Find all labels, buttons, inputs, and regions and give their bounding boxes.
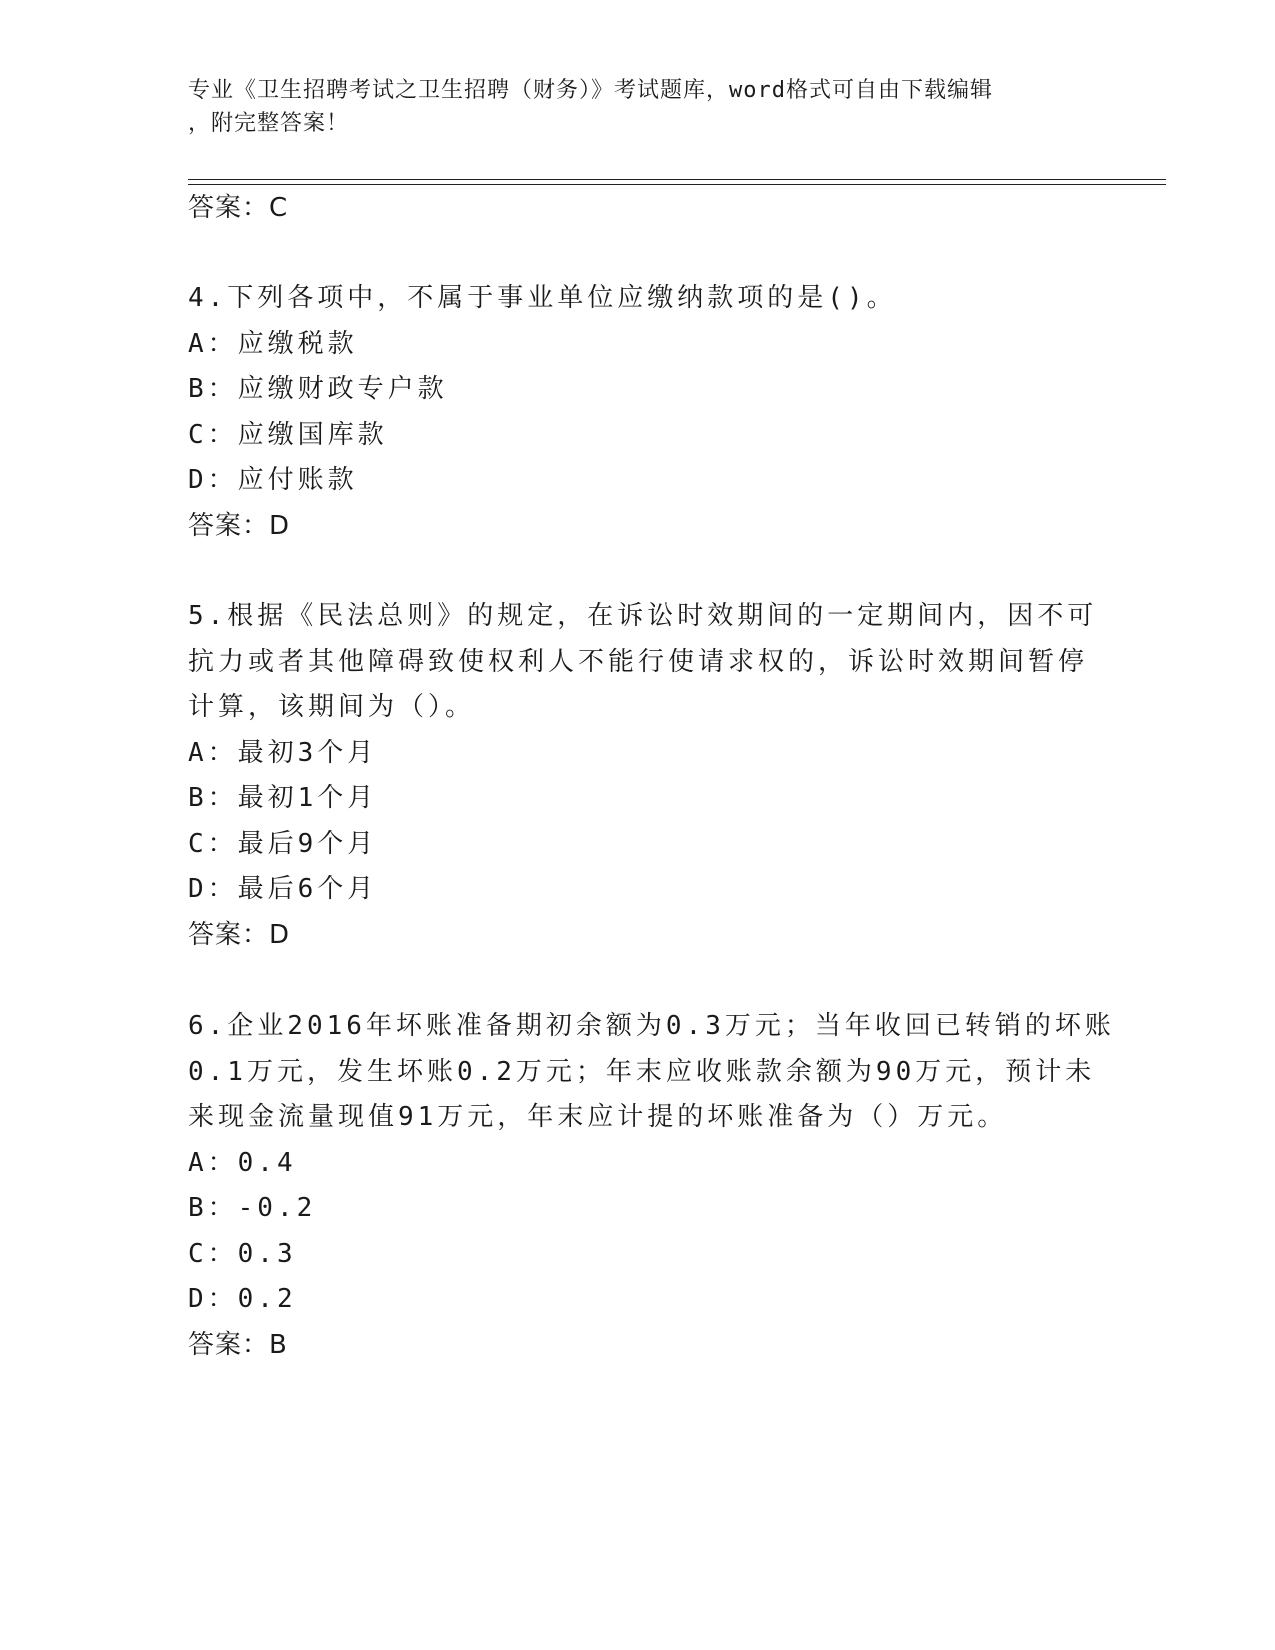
option-b: B：应缴财政专户款	[188, 374, 448, 404]
question-5	[188, 594, 1098, 958]
question-6	[188, 1004, 1115, 1368]
option-a: A：0.4	[188, 1147, 297, 1178]
answer-label: 答案：D	[188, 510, 291, 541]
question-stem-line: 5.根据《民法总则》的规定，在诉讼时效期间的一定期间内，因不可	[188, 601, 1098, 631]
option-c: C：最后9个月	[188, 828, 378, 859]
header-line-2: ，附完整答案！	[188, 111, 350, 136]
option-c: C：0.3	[188, 1238, 297, 1269]
option-d: D：0.2	[188, 1284, 297, 1314]
question-stem-line: 4.下列各项中，不属于事业单位应缴纳款项的是()。	[188, 283, 897, 313]
question-stem-line: 计算，该期间为（）。	[188, 692, 476, 722]
question-stem-line: 0.1万元，发生坏账0.2万元；年末应收账款余额为90万元，预计未	[188, 1056, 1096, 1087]
question-stem-line: 来现金流量现值91万元，年末应计提的坏账准备为（）万元。	[188, 1102, 1008, 1132]
document-header	[188, 74, 1068, 140]
option-b: B：最初1个月	[188, 783, 378, 813]
answer-label: 答案：B	[188, 1329, 288, 1360]
answer-label: 答案：C	[188, 193, 289, 223]
question-stem-line: 抗力或者其他障碍致使权利人不能行使请求权的，诉讼时效期间暂停	[188, 646, 1089, 677]
question-4	[188, 276, 1088, 549]
answer-label: 答案：D	[188, 919, 291, 950]
option-d: D：应付账款	[188, 465, 358, 495]
header-line-1: 专业《卫生招聘考试之卫生招聘（财务）》考试题库，word格式可自由下载编辑	[188, 78, 993, 103]
option-c: C：应缴国库款	[188, 419, 388, 450]
option-a: A：最初3个月	[188, 737, 378, 768]
option-b: B：-0.2	[188, 1193, 317, 1223]
question-stem-line: 6.企业2016年坏账准备期初余额为0.3万元；当年收回已转销的坏账	[188, 1011, 1115, 1041]
option-d: D：最后6个月	[188, 874, 378, 904]
header-rule-top	[188, 179, 1166, 180]
header-rule-bottom	[188, 184, 1166, 185]
previous-answer-block	[188, 186, 1088, 232]
option-a: A：应缴税款	[188, 328, 358, 359]
